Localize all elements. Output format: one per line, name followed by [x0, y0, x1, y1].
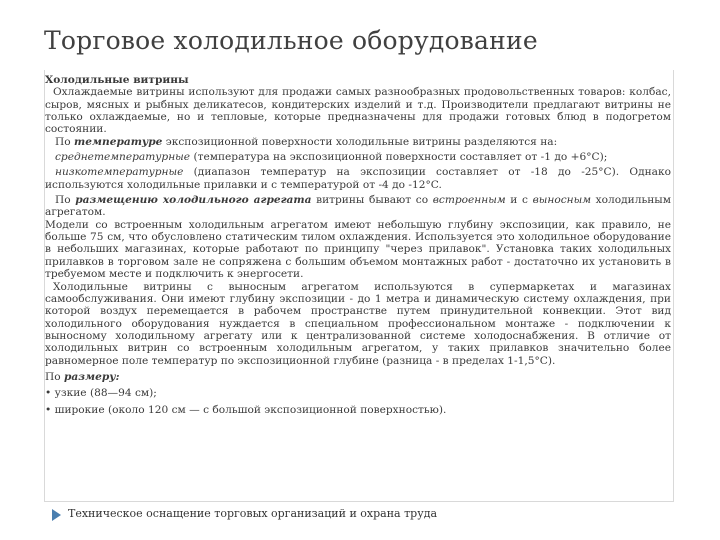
slide-title: Торговое холодильное оборудование: [44, 26, 538, 55]
text-pre: По: [55, 135, 74, 148]
arrow-icon: [52, 509, 61, 521]
text-pre: По: [45, 370, 64, 383]
text-post: экспозиционной поверхности холодильные витрины разделяются на:: [162, 135, 558, 148]
emphasis-low-temp: низкотемпературные: [55, 166, 184, 179]
text-mid: витрины бывают со: [311, 194, 433, 207]
emphasis-medium-temp: среднетемпературные: [55, 151, 191, 164]
emphasis-unit-placement: размещению холодильного агрегата: [75, 194, 312, 207]
emphasis-size: размеру:: [63, 370, 120, 383]
paragraph-built-in: Модели со встроенным холодильным агрегатом имеют небольшую глубину экспозиции, как правило, не больше 75 см, что обусловлено статическим тилом охлаждения. Используется это холодильное оборудование в небольших магазинах, которые работают по принципу "через прилавок". Установка таких холодильных прилавков в торговом зале не сопряжена с большим объемом монтажных работ - достаточно их установить в требуемом месте и подключить к энергосети.: [45, 218, 671, 281]
paragraph-low-temp: [45, 166, 671, 191]
paragraph-remote: Холодильные витрины с выносным агрегатом используются в супермаркетах и магазинах самообслуживания. Они имеют глубину экспозиции - до 1 метра и динамическую систему охлаждения, при которой воздух перемещается в рабочем пространстве путем принудительной конвекции. Этот вид холодильного оборудования нуждается в специальном профессиональном монтаже - подключении к выносному холодильному агрегату или к централизованной системе холодоснабжения. В отличие от холодильных витрин со встроенным холодильным агрегатом, у таких прилавков значительно более равномерное поле температур по экспозиционной глубине (разница - в пределах 1-1,5°C).: [45, 280, 671, 367]
paragraph-temperature: [45, 136, 671, 148]
section-heading: Холодильные витрины: [45, 74, 189, 86]
emphasis-built-in: встроенным: [432, 194, 506, 207]
paragraph-unit-placement: [45, 194, 671, 219]
text-post: холодильным агрегатом.: [45, 194, 671, 219]
paragraph-size: [45, 371, 671, 383]
text-pre: По: [55, 194, 76, 207]
bullet-wide: • широкие (около 120 см — с большой экспозиционной поверхностью).: [45, 403, 447, 416]
text-post: (диапазон температур на экспозиции составляет от -18 до -25°C). Однако используются холодильные прилавки и с температурой от -4 до -12°C.: [45, 166, 671, 191]
footer-text: Техническое оснащение торговых организаций и охрана труда: [68, 507, 438, 520]
text-post: (температура на экспозиционной поверхности составляет от -1 до +6°C);: [190, 151, 608, 164]
content-box: [44, 70, 674, 502]
emphasis-temperature: температуре: [73, 135, 163, 148]
paragraph-medium-temp: [45, 151, 671, 163]
text-mid: и с: [505, 194, 533, 207]
paragraph-intro: Охлаждаемые витрины используют для продажи самых разнообразных продовольственных товаров: колбас, сыров, мясных и рыбных деликатесов, кондитерских изделий и т.д. Производители предлагают витрины не только охлаждаемые, но и тепловые, которые предназначены для продажи готовых блюд в подогретом состоянии.: [45, 86, 671, 136]
emphasis-remote: выносным: [532, 194, 592, 207]
footer: [44, 505, 684, 527]
bullet-narrow: • узкие (88—94 см);: [45, 387, 157, 400]
